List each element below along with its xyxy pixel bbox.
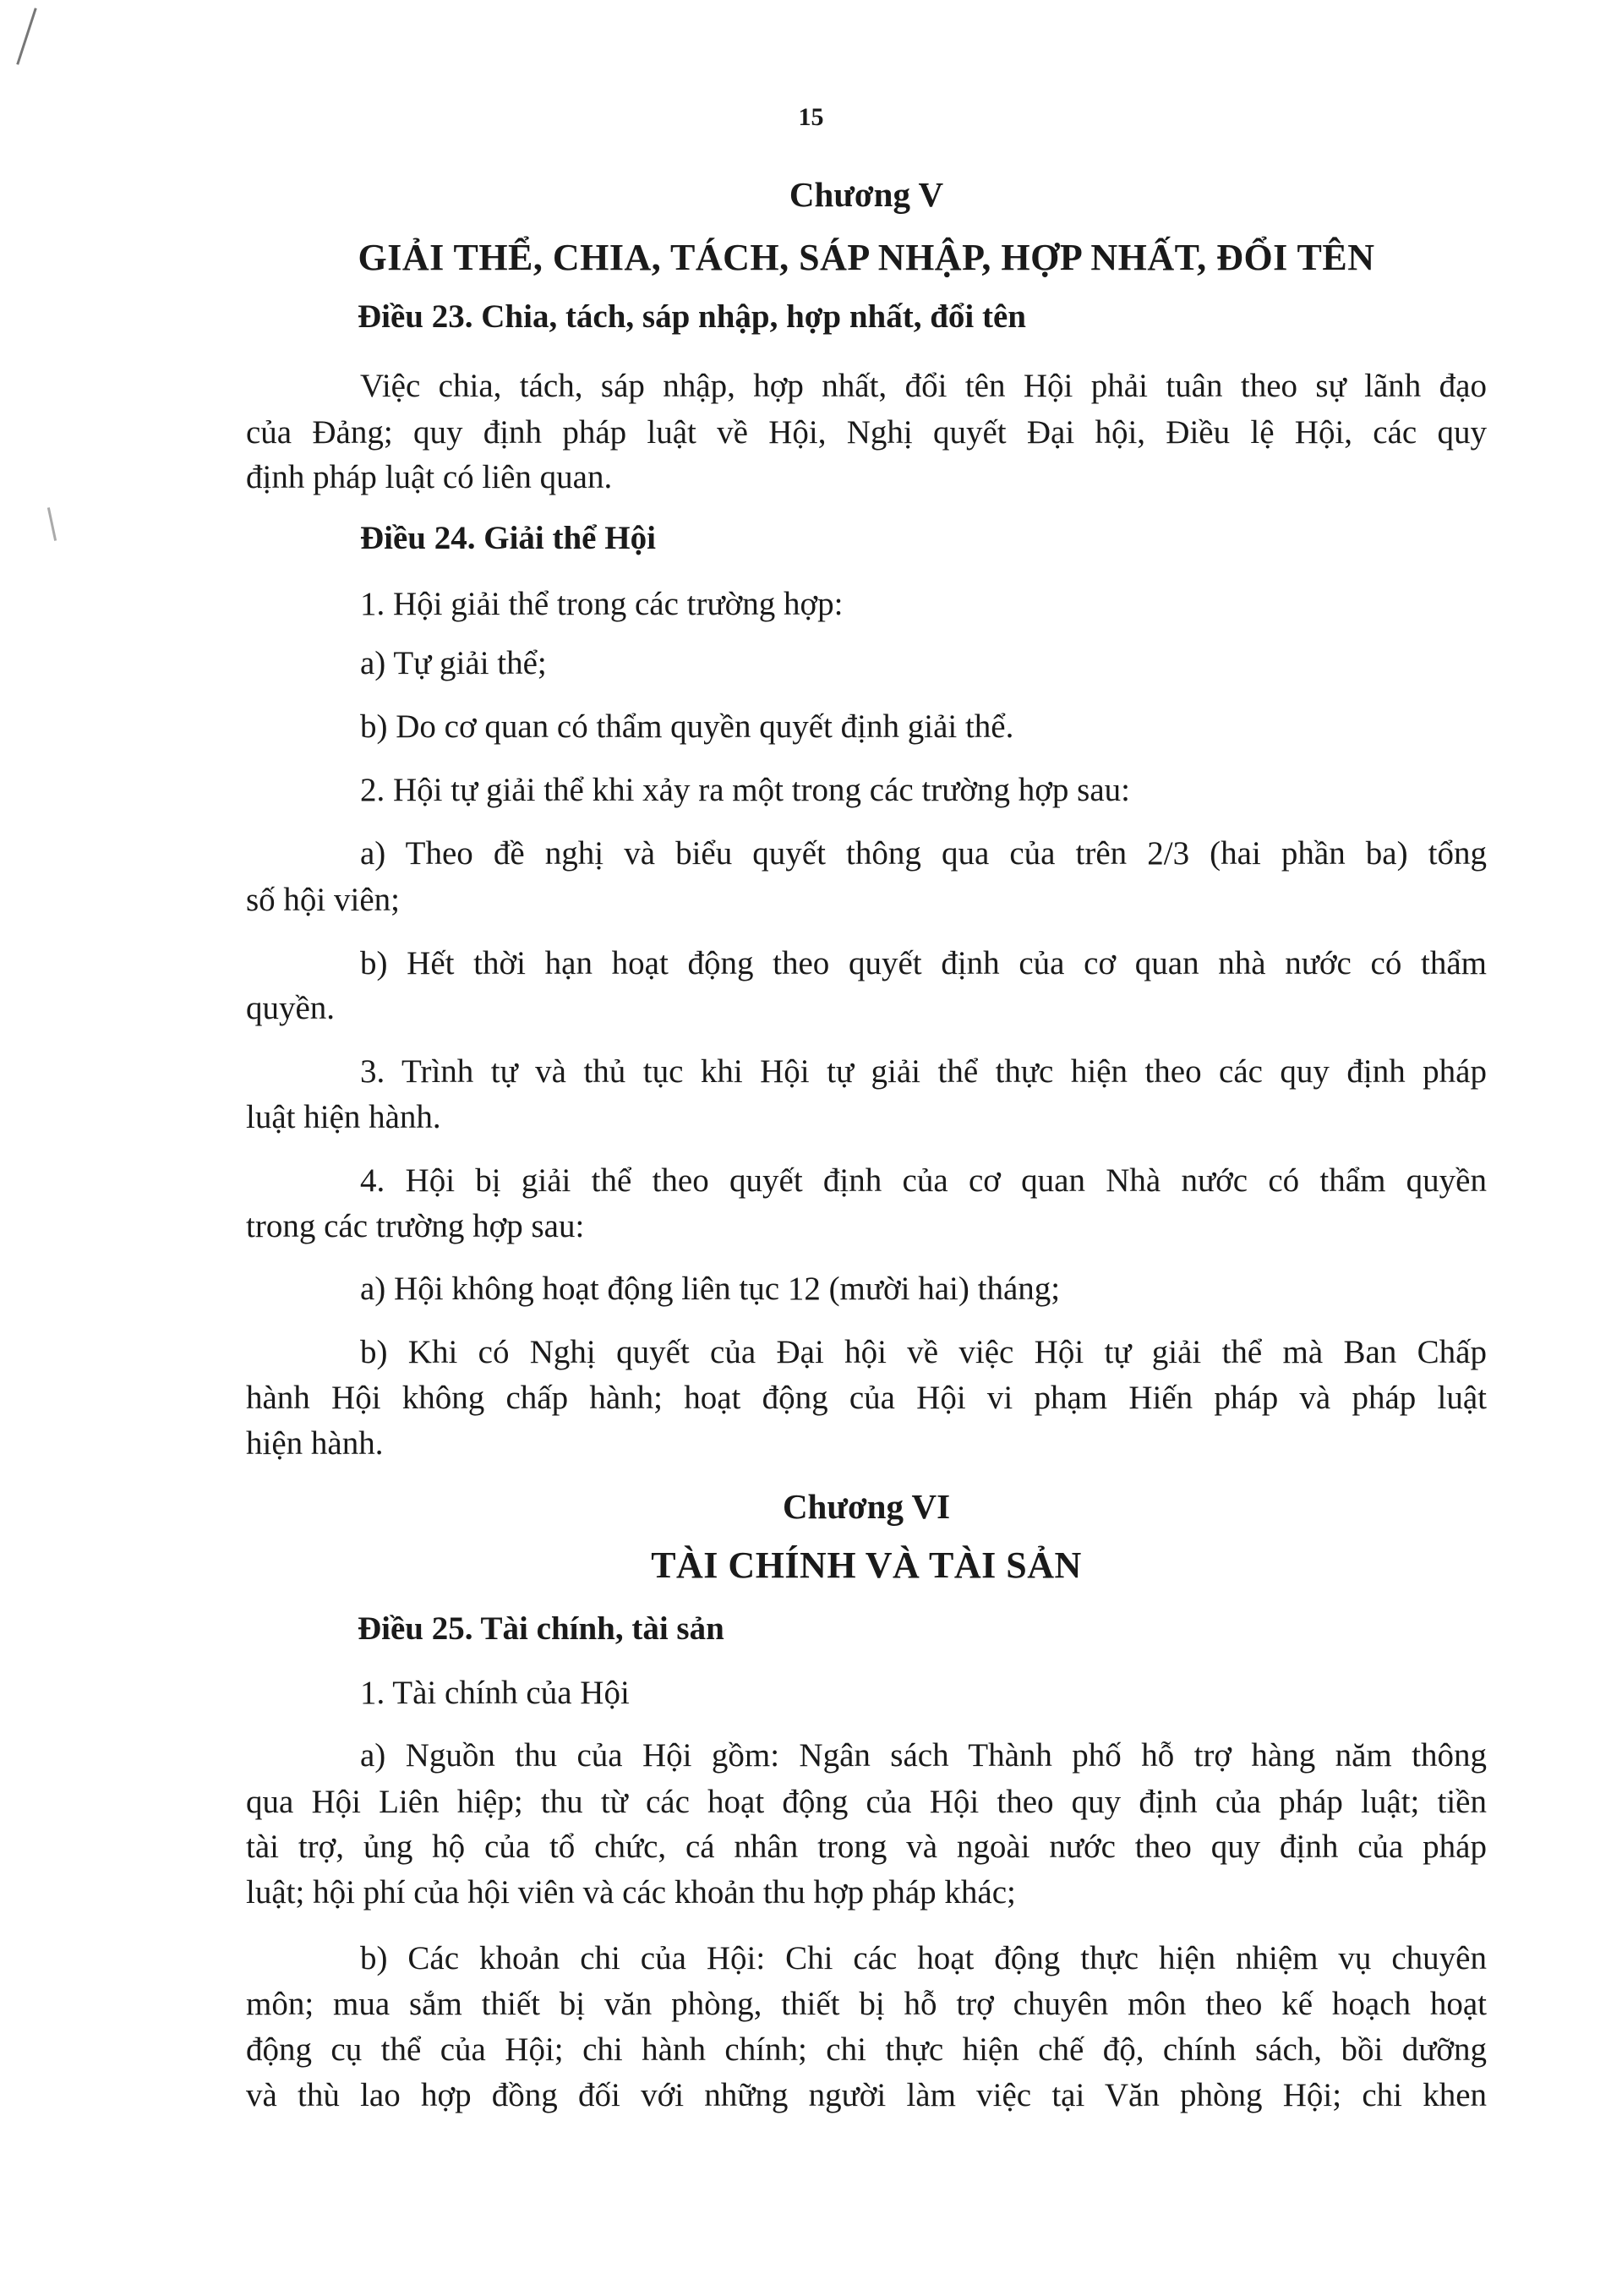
paragraph-line: luật; hội phí của hội viên và các khoản thu hợp pháp khác; — [246, 1874, 1016, 1911]
paragraph-line: b) Do cơ quan có thẩm quyền quyết định giải thể. — [360, 708, 1014, 745]
paragraph-line: b) Khi có Nghị quyết của Đại hội về việc Hội tự giải thể mà Ban Chấp — [360, 1334, 1487, 1370]
chapter-heading: Chương VI — [782, 1487, 951, 1526]
paragraph-line: 3. Trình tự và thủ tục khi Hội tự giải thể thực hiện theo các quy định pháp — [360, 1053, 1487, 1090]
paragraph-line: tài trợ, ủng hộ của tổ chức, cá nhân trong và ngoài nước theo quy định của pháp — [246, 1829, 1487, 1865]
paragraph-line: qua Hội Liên hiệp; thu từ các hoạt động của Hội theo quy định của pháp luật; tiền — [246, 1784, 1487, 1820]
paragraph-line: 1. Tài chính của Hội — [360, 1675, 630, 1711]
page-number: 15 — [798, 103, 824, 131]
article-heading: Điều 24. Giải thể Hội — [360, 520, 656, 556]
paragraph-line: a) Hội không hoạt động liên tục 12 (mười hai) tháng; — [360, 1271, 1061, 1307]
chapter-heading: Chương V — [789, 175, 944, 214]
paragraph-line: a) Tự giải thể; — [360, 645, 547, 681]
paragraph-line: môn; mua sắm thiết bị văn phòng, thiết bị hỗ trợ chuyên môn theo kế hoạch hoạt — [246, 1986, 1487, 2022]
paragraph-line: 1. Hội giải thể trong các trường hợp: — [360, 586, 844, 622]
paragraph-line: a) Theo đề nghị và biểu quyết thông qua của trên 2/3 (hai phần ba) tổng — [360, 835, 1487, 872]
paragraph-line: hiện hành. — [246, 1425, 384, 1462]
paragraph-line: Việc chia, tách, sáp nhập, hợp nhất, đổi tên Hội phải tuân theo sự lãnh đạo — [360, 368, 1487, 404]
article-heading: Điều 25. Tài chính, tài sản — [358, 1610, 724, 1647]
paragraph-line: luật hiện hành. — [246, 1099, 441, 1135]
paragraph-line: 4. Hội bị giải thể theo quyết định của cơ quan Nhà nước có thẩm quyền — [360, 1162, 1487, 1199]
paragraph-line: động cụ thể của Hội; chi hành chính; chi thực hiện chế độ, chính sách, bồi dưỡng — [246, 2031, 1487, 2068]
chapter-title: TÀI CHÍNH VÀ TÀI SẢN — [651, 1544, 1082, 1586]
paragraph-line: a) Nguồn thu của Hội gồm: Ngân sách Thành phố hỗ trợ hàng năm thông — [360, 1737, 1487, 1774]
paragraph-line: trong các trường hợp sau: — [246, 1208, 585, 1244]
paragraph-line: b) Hết thời hạn hoạt động theo quyết định của cơ quan nhà nước có thẩm — [360, 945, 1487, 981]
scan-mark — [47, 507, 57, 541]
paragraph-line: của Đảng; quy định pháp luật về Hội, Nghị quyết Đại hội, Điều lệ Hội, các quy — [246, 414, 1487, 451]
paragraph-line: và thù lao hợp đồng đối với những người làm việc tại Văn phòng Hội; chi khen — [246, 2077, 1487, 2113]
paragraph-line: định pháp luật có liên quan. — [246, 459, 613, 495]
chapter-title: GIẢI THỂ, CHIA, TÁCH, SÁP NHẬP, HỢP NHẤT, ĐỔI TÊN — [358, 237, 1375, 278]
scan-mark — [16, 8, 36, 65]
article-heading: Điều 23. Chia, tách, sáp nhập, hợp nhất, đổi tên — [358, 298, 1026, 335]
paragraph-line: 2. Hội tự giải thể khi xảy ra một trong các trường hợp sau: — [360, 772, 1130, 808]
paragraph-line: quyền. — [246, 990, 336, 1026]
paragraph-line: hành Hội không chấp hành; hoạt động của Hội vi phạm Hiến pháp và pháp luật — [246, 1380, 1487, 1416]
paragraph-line: số hội viên; — [246, 882, 400, 918]
paragraph-line: b) Các khoản chi của Hội: Chi các hoạt động thực hiện nhiệm vụ chuyên — [360, 1940, 1487, 1976]
